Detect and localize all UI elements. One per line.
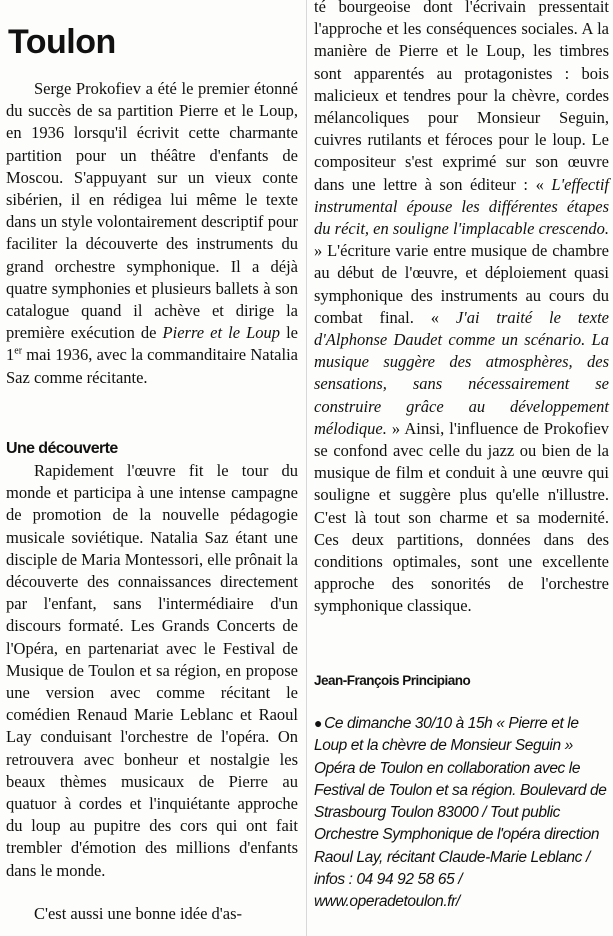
right-text-2: » L'écriture varie entre musique de chambre au début de l'œuvre, et déploiement quasi symphonique des instruments au cours du combat final. «: [314, 241, 609, 327]
section-subheading: Une découverte: [6, 440, 118, 457]
article-title: Toulon: [8, 23, 116, 61]
discovery-paragraph: Rapidement l'œuvre fit le tour du monde et participa à une intense campagne de promotion de la nouvelle pédagogie musicale soviétique. Natalia Saz étant une disciple de Maria Montessori, elle prônait la découverte des connaissances directement par l'enfant, sans l'intermédiaire d'un discours formaté. Les Grands Concerts de l'Opéra, en partenariat avec le Festival de Musique de Toulon et sa région, en propose une version avec comme récitant le comédien Renaud Marie Leblanc et Raoul Lay conduisant l'orchestre de l'opéra. On retrouvera avec bonheur et nostalgie les beaux thèmes musicaux de Pierre au quatuor à cordes et l'inquiétante approche du loup au pupitre des cors qui ont fait trembler d'émotion des millions d'enfants dans le monde.: [6, 461, 298, 880]
intro-text-1: Serge Prokofiev a été le premier étonné du succès de sa partition Pierre et le Loup, en 1936 lorsqu'il écrivit cette charmante partition pour un théâtre d'enfants de Moscou. S'appuyant sur un vieux conte sibérien, il en rédigea lui même le texte dans un style volontairement descriptif pour faciliter la découverte des instruments du grand orchestre symphonique. Il a déjà quatre symphonies et plusieurs ballets à son catalogue quand il achève et dirige la première exécution de: [6, 79, 298, 343]
continued-paragraph: [314, 0, 609, 618]
intro-work-title: Pierre et le Loup: [162, 323, 281, 343]
event-info-text: Ce dimanche 30/10 à 15h « Pierre et le Loup et la chèvre de Monsieur Seguin » Opéra de Toulon en collaboration avec le Festival de Toulon et sa région. Boulevard de Strasbourg Toulon 83000 / Tout public Orchestre Symphonique de l'opéra direction Raoul Lay, récitant Claude-Marie Leblanc / infos : 04 94 92 58 65 / www.operadetoulon.fr/: [314, 715, 607, 911]
quote-1: L'effectif instrumental épouse les différentes étapes du récit, en souligne l'implacable crescendo.: [314, 174, 609, 239]
continued-paragraph-start: C'est aussi une bonne idée d'as-: [34, 904, 243, 923]
column-divider: [306, 0, 307, 936]
quote-2: J'ai traité le texte d'Alphonse Daudet comme un scénario. La musique suggère des atmosphères, des sensations, sans nécessairement se construire grâce au développement mélodique.: [314, 307, 609, 438]
bullet-icon: ●: [314, 715, 323, 731]
author-signature: Jean-François Principiano: [314, 673, 471, 688]
intro-text-3: mai 1936, avec la commanditaire Natalia Saz comme récitante.: [6, 345, 298, 387]
intro-paragraph: [6, 78, 298, 389]
right-text-3: » Ainsi, l'influence de Prokofiev se confond avec celle du jazz ou bien de la musique de film et conduit à une œuvre qui souligne et suggère plus qu'elle n'illustre. C'est là tout son charme et sa modernité. Ces deux partitions, données dans des conditions optimales, sont une excellente approche des sonorités de l'orchestre symphonique classique.: [314, 418, 609, 616]
right-text-1: té bourgeoise dont l'écrivain pressentait l'approche et les conséquences sociales. A la manière de Pierre et le Loup, les timbres sont apparentés au protagonistes : bois malicieux et tendres pour la chèvre, cordes mélancoliques pour Monsieur Seguin, cuivres rutilants et féroces pour le loup. Le compositeur s'est exprimé sur son œuvre dans une lettre à son éditeur : «: [314, 0, 609, 194]
intro-text-2: le 1: [6, 323, 298, 365]
intro-superscript: er: [14, 345, 23, 357]
event-info: [314, 712, 609, 914]
